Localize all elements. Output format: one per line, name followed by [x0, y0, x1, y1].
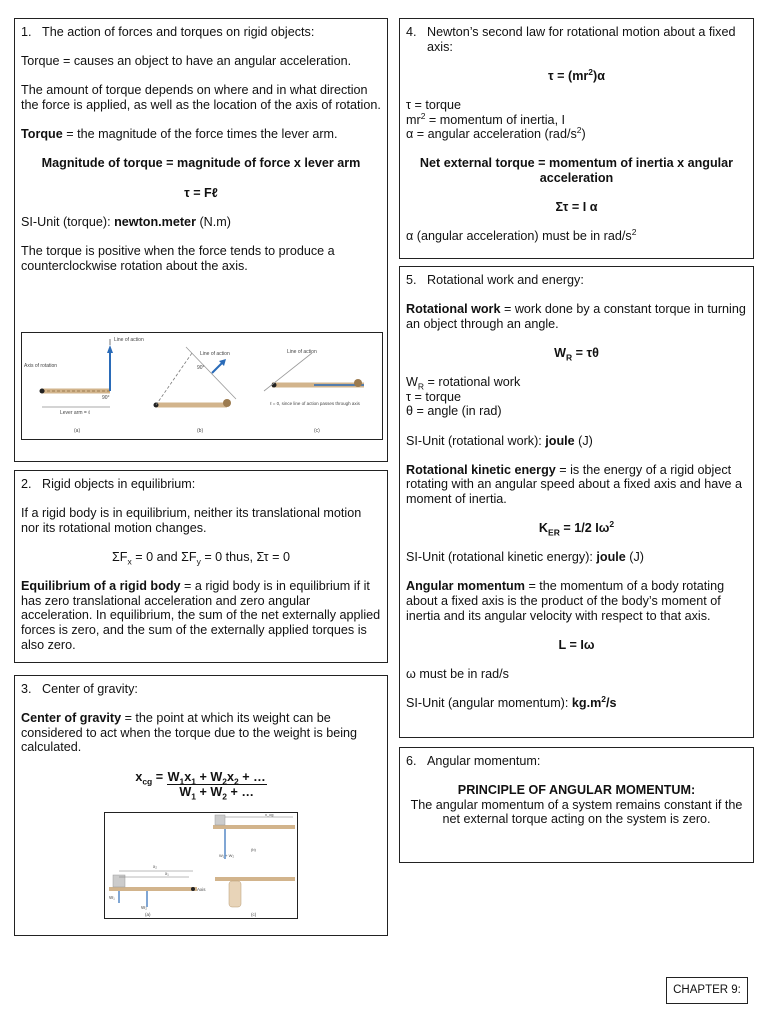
- rotational-ke-formula: $K_{ER} = 1/2$ $I\omega^2$: [538, 518, 615, 538]
- svg-text:(b): (b): [251, 847, 256, 852]
- section-title: Rigid objects in equilibrium:: [42, 477, 196, 491]
- section-title: Newton’s second law for rotational motion about a fixed axis:: [427, 25, 736, 54]
- section-equilibrium: [14, 470, 388, 663]
- equilibrium-formula: $\Sigma F_x = 0$ and $\Sigma F_y = 0$ thus, Στ = 0: [111, 549, 290, 567]
- fig1-line-of-action-b: Line of action: [200, 351, 230, 357]
- section-heading: [21, 477, 381, 492]
- section-title: Rotational work and energy:: [427, 273, 584, 287]
- svg-text:(c): (c): [251, 912, 257, 917]
- svg-text:(a): (a): [145, 912, 151, 917]
- svg-text:90°: 90°: [197, 365, 205, 371]
- svg-text:W₂: W₂: [141, 905, 147, 910]
- svg-text:x_cg: x_cg: [265, 812, 274, 817]
- section-number: 5.: [406, 273, 417, 287]
- rotational-work-si-unit: SI-Unit (rotational work): joule (J): [406, 433, 593, 448]
- equilibrium-definition: Equilibrium of a rigid body = a rigid body is in equilibrium if it has zero translational acceleration and zero angular acceleration. In equilibrium, the sum of the net externally applied forces is zero, and the sum of the externally applied torques is also zero.: [21, 579, 381, 652]
- newton-definitions: τ = torque $mr^2$ = momentum of inertia, I α = angular acceleration $(rad/s^2)$: [406, 97, 586, 142]
- rotational-ke-si-unit: SI-Unit (rotational kinetic energy): joule (J): [406, 550, 644, 565]
- center-of-gravity-definition: Center of gravity = the point at which its weight can be considered to act when the torque due to the weight is being calculated.: [21, 711, 358, 755]
- section-heading: [406, 754, 747, 769]
- svg-text:90°: 90°: [102, 395, 110, 401]
- svg-text:Axis: Axis: [197, 887, 206, 892]
- section-newtons-second-law: [399, 18, 754, 259]
- svg-text:x₂: x₂: [153, 864, 157, 869]
- svg-text:(c): (c): [314, 428, 320, 434]
- magnitude-of-torque: Magnitude of torque = magnitude of force x lever arm: [41, 156, 361, 171]
- principle-heading: PRINCIPLE OF ANGULAR MOMENTUM:: [457, 783, 696, 798]
- section-number: 6.: [406, 754, 417, 768]
- torque-lever-text: Torque = the magnitude of the force times the lever arm.: [21, 127, 338, 142]
- torque-figure: [21, 332, 383, 440]
- svg-text:(a): (a): [74, 428, 81, 434]
- equilibrium-intro: If a rigid body is in equilibrium, neither its translational motion nor its rotational motion changes.: [21, 506, 362, 535]
- rotational-work-definition: Rotational work = work done by a constant torque in turning an object through an angle.: [406, 302, 746, 331]
- rotational-ke-definition: Rotational kinetic energy = is the energy of a rigid object rotating with an angular speed about a fixed axis and have a moment of inertia.: [406, 462, 743, 506]
- chapter-label: CHAPTER 9:: [666, 977, 748, 1004]
- sum-torque-formula: Στ = I α: [555, 200, 598, 215]
- principle-text: The angular momentum of a system remains constant if the net external torque acting on the system is zero.: [410, 797, 743, 827]
- svg-text:(b): (b): [197, 428, 204, 434]
- angular-momentum-definition: Angular momentum = the momentum of a body rotating about a fixed axis is the product of the body’s moment of inertia and its angular velocity with respect to that axis.: [406, 579, 725, 623]
- torque-si-unit: SI-Unit (torque): newton.meter (N.m): [21, 214, 231, 229]
- fig1-line-of-action-c: Line of action: [287, 349, 317, 355]
- section-heading: [406, 273, 747, 288]
- section-number: 2.: [21, 477, 32, 491]
- section-rotational-work-energy: [399, 266, 754, 738]
- svg-text:x₁: x₁: [165, 871, 169, 876]
- section-title: Center of gravity:: [42, 682, 138, 696]
- alpha-unit-note: α (angular acceleration) must be in rad/$s^2$: [406, 227, 637, 244]
- net-external-torque: Net external torque = momentum of inertia x angular acceleration: [419, 156, 734, 185]
- svg-text:W₁: W₁: [109, 895, 115, 900]
- newton-rotation-formula: $\tau = (mr^2)\alpha$: [548, 66, 605, 83]
- section-title: Angular momentum:: [427, 754, 541, 768]
- section-number: 4.: [406, 25, 417, 39]
- torque-depends-text: The amount of torque depends on where and in what direction the force is applied, as well as the location of the axis of rotation.: [21, 83, 381, 112]
- torque-positive-text: The torque is positive when the force tends to produce a counterclockwise rotation about the axis.: [21, 243, 335, 273]
- section-heading: [21, 25, 381, 40]
- section-title: The action of forces and torques on rigid objects:: [42, 25, 315, 39]
- section-heading: [406, 25, 747, 54]
- angular-momentum-formula: L = Iω: [558, 637, 595, 652]
- svg-text:W₁ + W₂: W₁ + W₂: [219, 853, 235, 858]
- fig1-axis-label: Axis of rotation: [24, 363, 58, 369]
- section-heading: [21, 682, 381, 697]
- rotational-work-formula: $W_R = \tau\theta$: [554, 345, 599, 363]
- fig1-note: ℓ = 0, since line of action passes through axis: [270, 401, 360, 406]
- center-of-gravity-formula: $x_{cg}$ = $\frac{W_1x_1 + W_2x_2 + \dots}{W_1 + W_2 + \dots}$: [135, 769, 266, 802]
- rotational-work-definitions: $W_R$ = rotational work τ = torque θ = angle (in rad): [406, 375, 521, 419]
- center-of-gravity-figure: [104, 812, 298, 919]
- section-number: 1.: [21, 25, 32, 39]
- section-angular-momentum: [399, 747, 754, 863]
- angular-momentum-si-unit: SI-Unit (angular momentum): $kg.m^2/s$: [406, 694, 617, 711]
- section-number: 3.: [21, 682, 32, 696]
- omega-unit-note: ω must be in rad/s: [406, 667, 509, 682]
- fig1-lever-arm: Lever arm = ℓ: [60, 410, 90, 416]
- fig1-line-of-action-a: Line of action: [114, 337, 144, 343]
- torque-definition: Torque = causes an object to have an angular acceleration.: [21, 54, 352, 69]
- torque-formula: τ = Fℓ: [184, 185, 218, 200]
